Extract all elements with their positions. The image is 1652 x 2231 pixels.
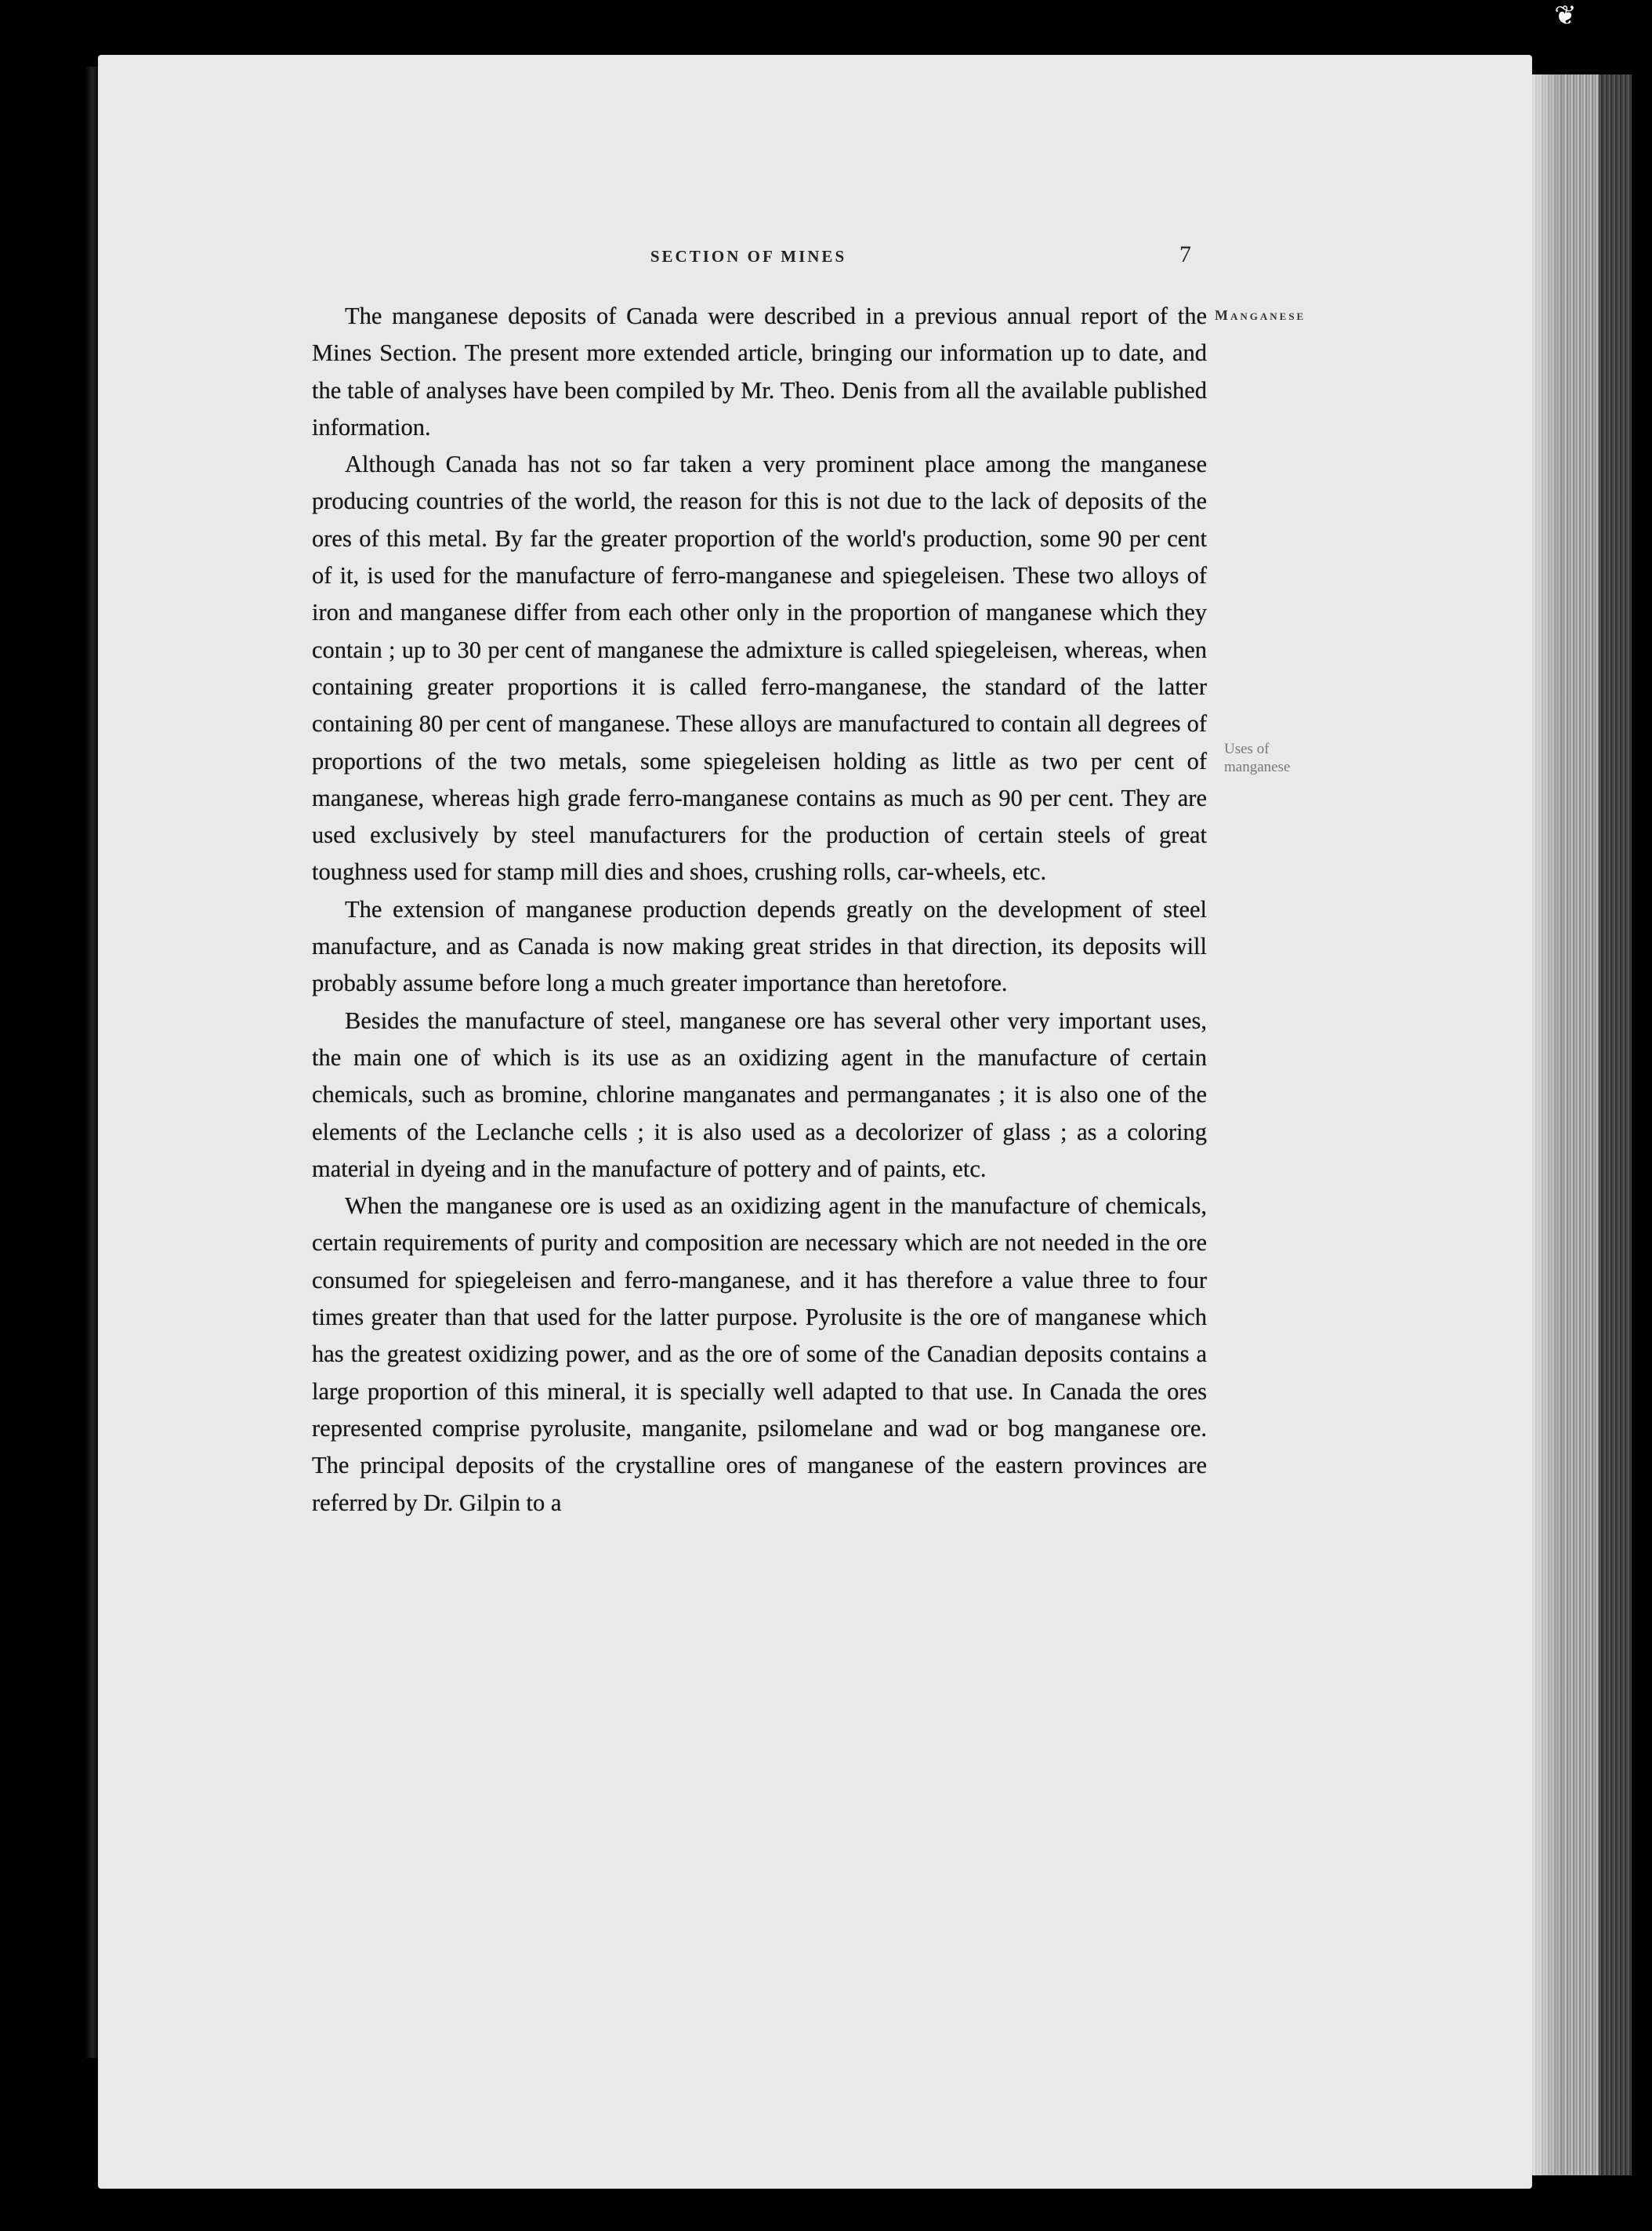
paragraph: Although Canada has not so far taken a very prominent place among the manganese producing countries of the world, the reason for this is not due to the lack of deposits of the ores of this metal. By far the greater proportion of the world's production, some 90 per cent of it, is used for the manufacture of ferro-manganese and spiegeleisen. These two alloys of iron and manganese differ from each other only in the proportion of manganese which they contain ; up to 30 per cent of manganese the admixture is called spiegeleisen, whereas, when containing greater proportions it is called ferro-manganese, the standard of the latter containing 80 per cent of manganese. These alloys are manufactured to contain all degrees of proportions of the two metals, some spiegeleisen holding as little as two per cent of manganese, whereas high grade ferro-manganese contains as much as 90 per cent. They are used exclusively by steel manufacturers for the production of certain steels of great toughness used for stamp mill dies and shoes, crushing rolls, car-wheels, etc. (312, 451, 1207, 886)
margin-note-manganese: Manganese (1215, 307, 1306, 323)
paragraph: When the manganese ore is used as an oxidizing agent in the manufacture of chemicals, certain requirements of purity and composition are necessary which are not needed in the ore consumed for spiegeleisen and ferro-manganese, and it has therefore a value three to four times greater than that used for the latter purpose. Pyrolusite is the ore of manganese which has the greatest oxidizing power, and as the ore of some of the Canadian deposits contains a large proportion of this mineral, it is specially well adapted to that use. In Canada the ores represented comprise pyrolusite, manganite, psilomelane and wad or bog manganese ore. The principal deposits of the crystalline ores of manganese of the eastern provinces are referred by Dr. Gilpin to a (312, 1192, 1207, 1516)
running-head: SECTION OF MINES (650, 247, 847, 266)
page-edges-highlight (1532, 74, 1563, 2175)
paragraph: The manganese deposits of Canada were described in a previous annual report of the Mines Section. The present more extended article, bringing our information up to date, and the table of analyses have been compiled by Mr. Theo. Denis from all the available published information. (312, 303, 1207, 441)
page-edges-dark (1599, 74, 1632, 2175)
margin-note-uses-line1: Uses of (1224, 741, 1270, 757)
paragraph: Besides the manufacture of steel, manganese ore has several other very important uses, the main one of which is its use as an oxidizing agent in the manufacture of certain chemicals, such as bromine, chlorine manganates and permanganates ; it is also one of the elements of the Leclanche cells ; it is also used as a decolorizer of glass ; as a coloring material in dyeing and in the manufacture of pottery and of paints, etc. (312, 1007, 1207, 1182)
page-number: 7 (1179, 241, 1191, 267)
margin-note-uses (1224, 741, 1334, 777)
margin-note-uses-line2: manganese (1224, 758, 1291, 775)
body-text (312, 298, 1207, 1522)
corner-ornament-icon: ❦ (1554, 0, 1577, 31)
paragraph: The extension of manganese production depends greatly on the development of steel manufacture, and as Canada is now making great strides in that direction, its deposits will probably assume before long a much greater importance than heretofore. (312, 895, 1207, 997)
